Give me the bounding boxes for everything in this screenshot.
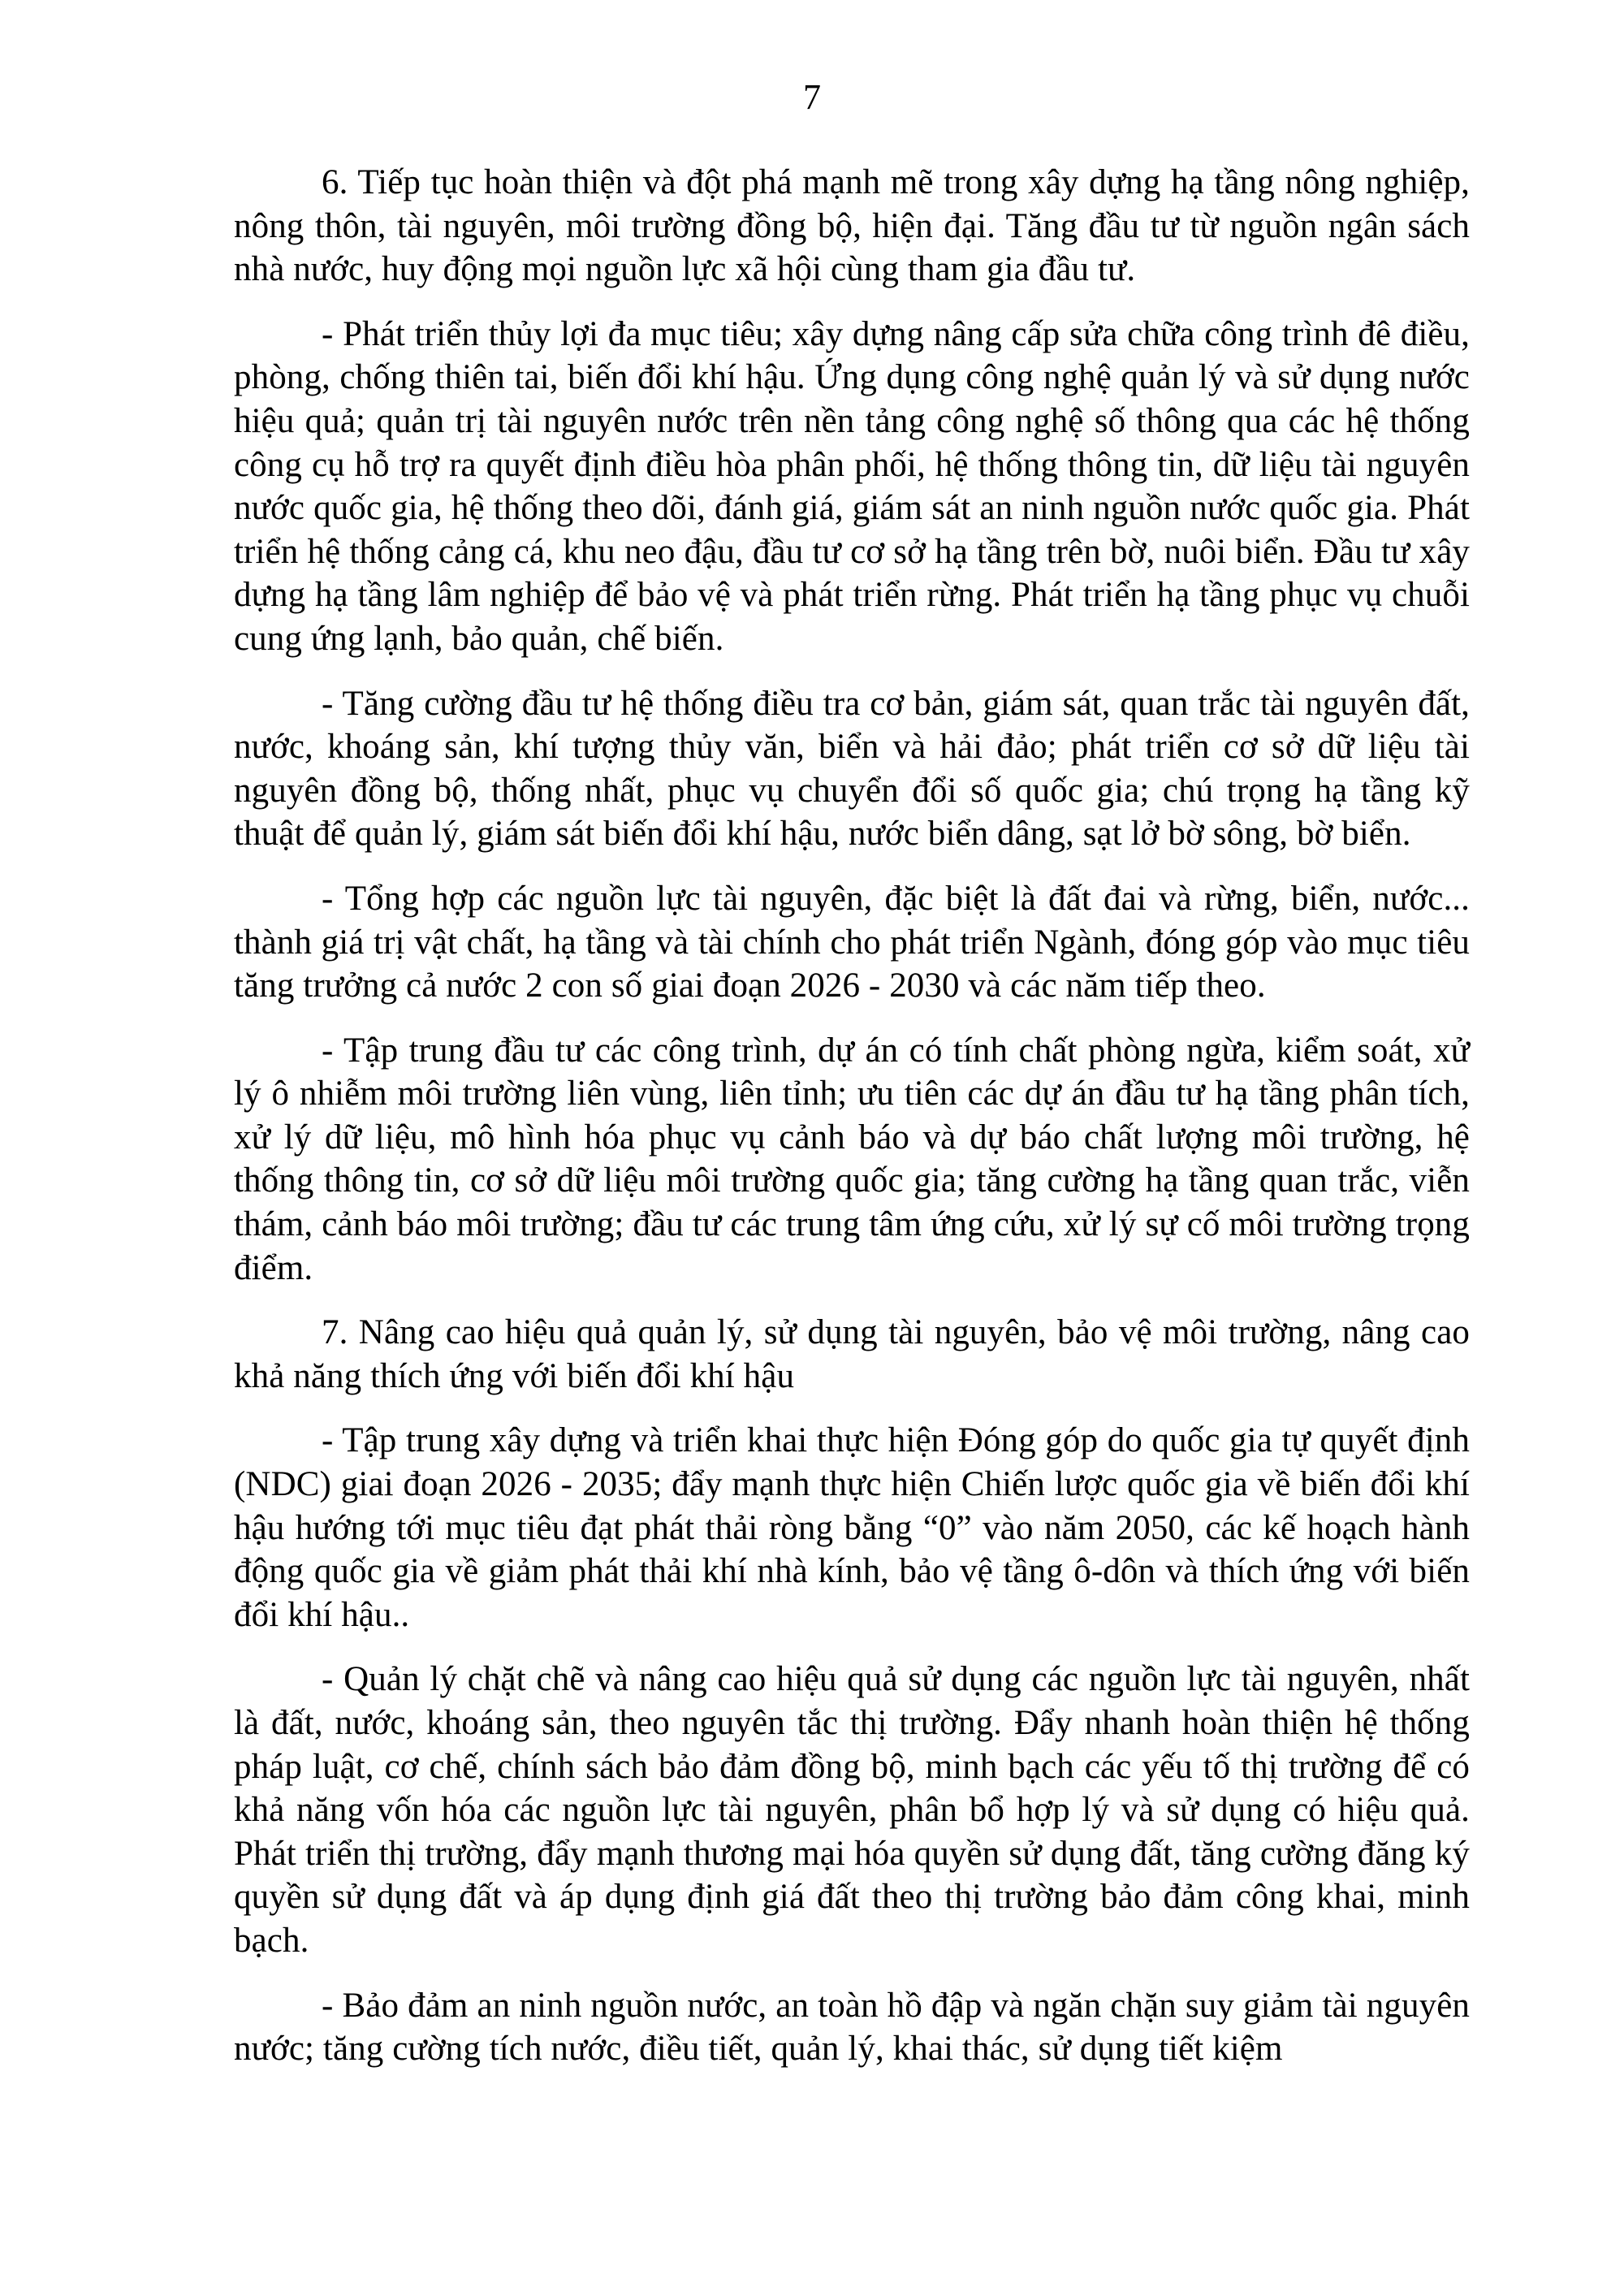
resource-management-paragraph: - Quản lý chặt chẽ và nâng cao hiệu quả sử dụng các nguồn lực tài nguyên, nhất là đất, nước, khoáng sản, theo nguyên tắc thị trường. Đẩy nhanh hoàn thiện hệ thống pháp luật, cơ chế, chính sách bảo đảm đồng bộ, minh bạch các yếu tố thị trường để có khả năng vốn hóa các nguồn lực tài nguyên, phân bổ hợp lý và sử dụng có hiệu quả. Phát triển thị trường, đẩy mạnh thương mại hóa quyền sử dụng đất, tăng cường đăng ký quyền sử dụng đất và áp dụng định giá đất theo thị trường bảo đảm công khai, minh bạch. bbox=[234, 1660, 1470, 1960]
water-security-paragraph: - Bảo đảm an ninh nguồn nước, an toàn hồ đập và ngăn chặn suy giảm tài nguyên nước; tăng cường tích nước, điều tiết, quản lý, khai thác, sử dụng tiết kiệm bbox=[234, 1986, 1470, 2069]
pollution-control-paragraph: - Tập trung đầu tư các công trình, dự án có tính chất phòng ngừa, kiểm soát, xử lý ô nhiễm môi trường liên vùng, liên tỉnh; ưu tiên các dự án đầu tư hạ tầng phân tích, xử lý dữ liệu, mô hình hóa phục vụ cảnh báo và dự báo chất lượng môi trường, hệ thống thông tin, cơ sở dữ liệu môi trường quốc gia; tăng cường hạ tầng quan trắc, viễn thám, cảnh báo môi trường; đầu tư các trung tâm ứng cứu, xử lý sự cố môi trường trọng điểm. bbox=[234, 1031, 1470, 1287]
resource-aggregation-paragraph: - Tổng hợp các nguồn lực tài nguyên, đặc biệt là đất đai và rừng, biển, nước... thành giá trị vật chất, hạ tầng và tài chính cho phát triển Ngành, đóng góp vào mục tiêu tăng trưởng cả nước 2 con số giai đoạn 2026 - 2030 và các năm tiếp theo. bbox=[234, 879, 1470, 1005]
section-7-heading-paragraph: 7. Nâng cao hiệu quả quản lý, sử dụng tài nguyên, bảo vệ môi trường, nâng cao khả năng thích ứng với biến đổi khí hậu bbox=[234, 1313, 1470, 1395]
page-number: 7 bbox=[803, 77, 821, 117]
section-6-heading-paragraph: 6. Tiếp tục hoàn thiện và đột phá mạnh mẽ trong xây dựng hạ tầng nông nghiệp, nông thôn, tài nguyên, môi trường đồng bộ, hiện đại. Tăng đầu tư từ nguồn ngân sách nhà nước, huy động mọi nguồn lực xã hội cùng tham gia đầu tư. bbox=[234, 163, 1470, 289]
ndc-climate-paragraph: - Tập trung xây dựng và triển khai thực hiện Đóng góp do quốc gia tự quyết định (NDC) giai đoạn 2026 - 2035; đẩy mạnh thực hiện Chiến lược quốc gia về biến đổi khí hậu hướng tới mục tiêu đạt phát thải ròng bằng “0” vào năm 2050, các kế hoạch hành động quốc gia về giảm phát thải khí nhà kính, bảo vệ tầng ô-dôn và thích ứng với biến đổi khí hậu.. bbox=[234, 1421, 1470, 1634]
document-body bbox=[234, 161, 1470, 2092]
irrigation-infrastructure-paragraph: - Phát triển thủy lợi đa mục tiêu; xây dựng nâng cấp sửa chữa công trình đê điều, phòng, chống thiên tai, biến đổi khí hậu. Ứng dụng công nghệ quản lý và sử dụng nước hiệu quả; quản trị tài nguyên nước trên nền tảng công nghệ số thông qua các hệ thống công cụ hỗ trợ ra quyết định điều hòa phân phối, hệ thống thông tin, dữ liệu tài nguyên nước quốc gia, hệ thống theo dõi, đánh giá, giám sát an ninh nguồn nước quốc gia. Phát triển hệ thống cảng cá, khu neo đậu, đầu tư cơ sở hạ tầng trên bờ, nuôi biển. Đầu tư xây dựng hạ tầng lâm nghiệp để bảo vệ và phát triển rừng. Phát triển hạ tầng phục vụ chuỗi cung ứng lạnh, bảo quản, chế biến. bbox=[234, 314, 1470, 658]
survey-monitoring-paragraph: - Tăng cường đầu tư hệ thống điều tra cơ bản, giám sát, quan trắc tài nguyên đất, nước, khoáng sản, khí tượng thủy văn, biển và hải đảo; phát triển cơ sở dữ liệu tài nguyên đồng bộ, thống nhất, phục vụ chuyển đổi số quốc gia; chú trọng hạ tầng kỹ thuật để quản lý, giám sát biến đổi khí hậu, nước biển dâng, sạt lở bờ sông, bờ biển. bbox=[234, 684, 1470, 854]
